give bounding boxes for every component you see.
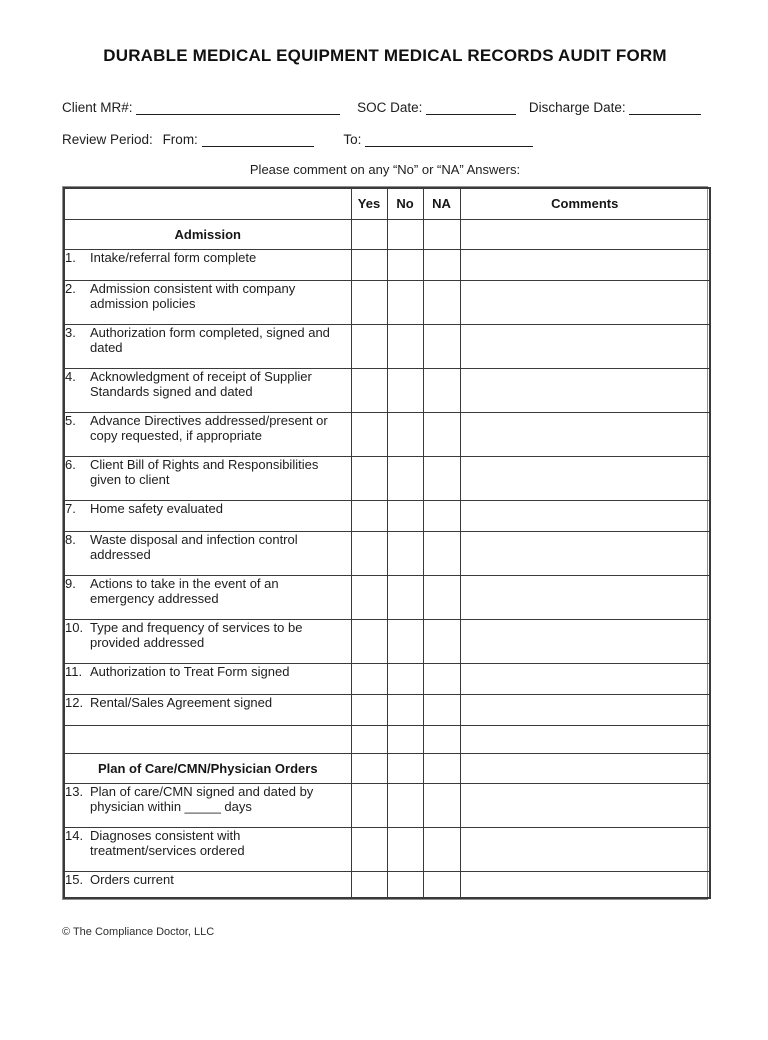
na-cell[interactable] [423,575,460,619]
na-cell[interactable] [423,280,460,324]
no-cell[interactable] [387,249,423,280]
comment-cell[interactable] [460,280,710,324]
comment-cell[interactable] [460,456,710,500]
na-cell[interactable] [423,368,460,412]
review-from-field[interactable] [202,133,314,147]
no-cell[interactable] [387,280,423,324]
no-cell[interactable] [387,500,423,531]
header-fields-row-1 [62,100,708,115]
na-cell[interactable] [423,783,460,827]
table-row [64,324,710,368]
item-text: Actions to take in the event of an emergency addressed [90,575,279,606]
item-number: 9. [65,575,76,591]
item-text: Diagnoses consistent with treatment/services ordered [90,827,245,858]
item-text: Waste disposal and infection control addressed [90,531,298,562]
na-cell[interactable] [423,219,460,249]
spacer-row [64,725,710,753]
item-number: 2. [65,280,76,296]
table-row [64,619,710,663]
item-text: Orders current [90,871,174,887]
comment-cell[interactable] [460,324,710,368]
na-cell[interactable] [423,500,460,531]
na-cell[interactable] [423,753,460,783]
header-fields-row-2 [62,132,708,147]
comment-cell[interactable] [460,575,710,619]
item-number: 1. [65,249,76,265]
item-text: Home safety evaluated [90,500,223,516]
column-header-na: NA [423,188,460,219]
comment-cell[interactable] [460,663,710,694]
copyright-notice: © The Compliance Doctor, LLC [62,926,215,938]
item-number: 3. [65,324,76,340]
comment-cell[interactable] [460,531,710,575]
item-text: Authorization to Treat Form signed [90,663,290,679]
yes-cell[interactable] [351,412,387,456]
no-cell[interactable] [387,753,423,783]
no-cell[interactable] [387,694,423,725]
table-row [64,663,710,694]
na-cell[interactable] [423,456,460,500]
column-header-comments: Comments [460,188,710,219]
item-text: Rental/Sales Agreement signed [90,694,273,710]
table-row [64,827,710,871]
na-cell[interactable] [423,412,460,456]
item-text: Type and frequency of services to be provided addressed [90,619,303,650]
comment-cell[interactable] [460,412,710,456]
table-row [64,412,710,456]
yes-cell[interactable] [351,531,387,575]
comment-cell[interactable] [460,753,710,783]
comment-instruction: Please comment on any “No” or “NA” Answers: [249,162,521,177]
section-row-admission [64,219,710,249]
review-period-label: Review Period: [62,132,153,147]
no-cell[interactable] [387,575,423,619]
comment-cell[interactable] [460,249,710,280]
item-text: Intake/referral form complete [90,249,257,265]
comment-cell[interactable] [460,694,710,725]
table-row [64,456,710,500]
no-cell[interactable] [387,619,423,663]
na-cell[interactable] [423,324,460,368]
item-text: Advance Directives addressed/present or copy requested, if appropriate [90,412,328,443]
client-mr-label: Client MR#: [62,100,133,115]
item-number: 10. [65,619,84,635]
no-cell[interactable] [387,324,423,368]
item-number: 4. [65,368,76,384]
table-row [64,368,710,412]
comment-cell[interactable] [460,500,710,531]
review-to-field[interactable] [365,133,533,147]
column-header-yes: Yes [351,188,387,219]
na-cell[interactable] [423,871,460,898]
audit-table [63,187,711,899]
no-cell[interactable] [387,827,423,871]
form-page [0,46,768,938]
yes-cell[interactable] [351,280,387,324]
item-text: Plan of care/CMN signed and dated by physician within _____ days [90,783,314,814]
discharge-date-label: Discharge Date: [528,100,626,115]
review-to-label: To: [343,132,362,147]
yes-cell[interactable] [351,500,387,531]
yes-cell[interactable] [351,456,387,500]
na-cell[interactable] [423,663,460,694]
no-cell[interactable] [387,412,423,456]
no-cell[interactable] [387,456,423,500]
table-row [64,575,710,619]
item-text: Admission consistent with company admission policies [90,280,296,311]
na-cell[interactable] [423,619,460,663]
no-cell[interactable] [387,219,423,249]
comment-cell[interactable] [460,725,710,753]
discharge-date-field[interactable] [629,101,701,115]
soc-date-field[interactable] [426,101,516,115]
na-cell[interactable] [423,249,460,280]
no-cell[interactable] [387,531,423,575]
na-cell[interactable] [423,531,460,575]
table-row [64,783,710,827]
table-row [64,500,710,531]
na-cell[interactable] [423,694,460,725]
item-number: 15. [65,871,84,887]
item-number: 5. [65,412,76,428]
yes-cell[interactable] [351,249,387,280]
comment-cell[interactable] [460,871,710,898]
yes-cell[interactable] [351,368,387,412]
no-cell[interactable] [387,725,423,753]
audit-table-wrap [62,186,708,900]
item-text: Authorization form completed, signed and dated [90,324,330,355]
yes-cell[interactable] [351,619,387,663]
yes-cell[interactable] [351,694,387,725]
item-number: 6. [65,456,76,472]
yes-cell[interactable] [351,753,387,783]
no-cell[interactable] [387,783,423,827]
comment-cell[interactable] [460,368,710,412]
comment-cell[interactable] [460,619,710,663]
no-cell[interactable] [387,663,423,694]
na-cell[interactable] [423,827,460,871]
yes-cell[interactable] [351,663,387,694]
comment-cell[interactable] [460,783,710,827]
item-number: 8. [65,531,76,547]
review-from-label: From: [162,132,198,147]
table-row [64,694,710,725]
yes-cell[interactable] [351,783,387,827]
comment-cell[interactable] [460,219,710,249]
section-title: Admission [64,219,351,249]
comment-cell[interactable] [460,827,710,871]
yes-cell[interactable] [351,575,387,619]
yes-cell[interactable] [351,324,387,368]
item-number: 14. [65,827,84,843]
soc-date-label: SOC Date: [357,100,423,115]
item-number: 12. [65,694,84,710]
header-row [64,188,710,219]
item-text: Client Bill of Rights and Responsibilities given to client [90,456,319,487]
item-text: Acknowledgment of receipt of Supplier Standards signed and dated [90,368,312,399]
column-header-no: No [387,188,423,219]
table-row [64,531,710,575]
no-cell[interactable] [387,871,423,898]
client-mr-field[interactable] [136,101,340,115]
item-number: 7. [65,500,76,516]
yes-cell[interactable] [351,725,387,753]
item-number: 13. [65,783,84,799]
table-row [64,280,710,324]
table-row [64,249,710,280]
section-row-plan-of-care [64,753,710,783]
item-number: 11. [65,663,83,679]
section-title: Plan of Care/CMN/Physician Orders [64,753,351,783]
page-title: DURABLE MEDICAL EQUIPMENT MEDICAL RECORDS AUDIT FORM [103,46,667,65]
column-header-description [64,188,351,219]
table-row [64,871,710,898]
yes-cell[interactable] [351,219,387,249]
no-cell[interactable] [387,368,423,412]
yes-cell[interactable] [351,871,387,898]
na-cell[interactable] [423,725,460,753]
yes-cell[interactable] [351,827,387,871]
